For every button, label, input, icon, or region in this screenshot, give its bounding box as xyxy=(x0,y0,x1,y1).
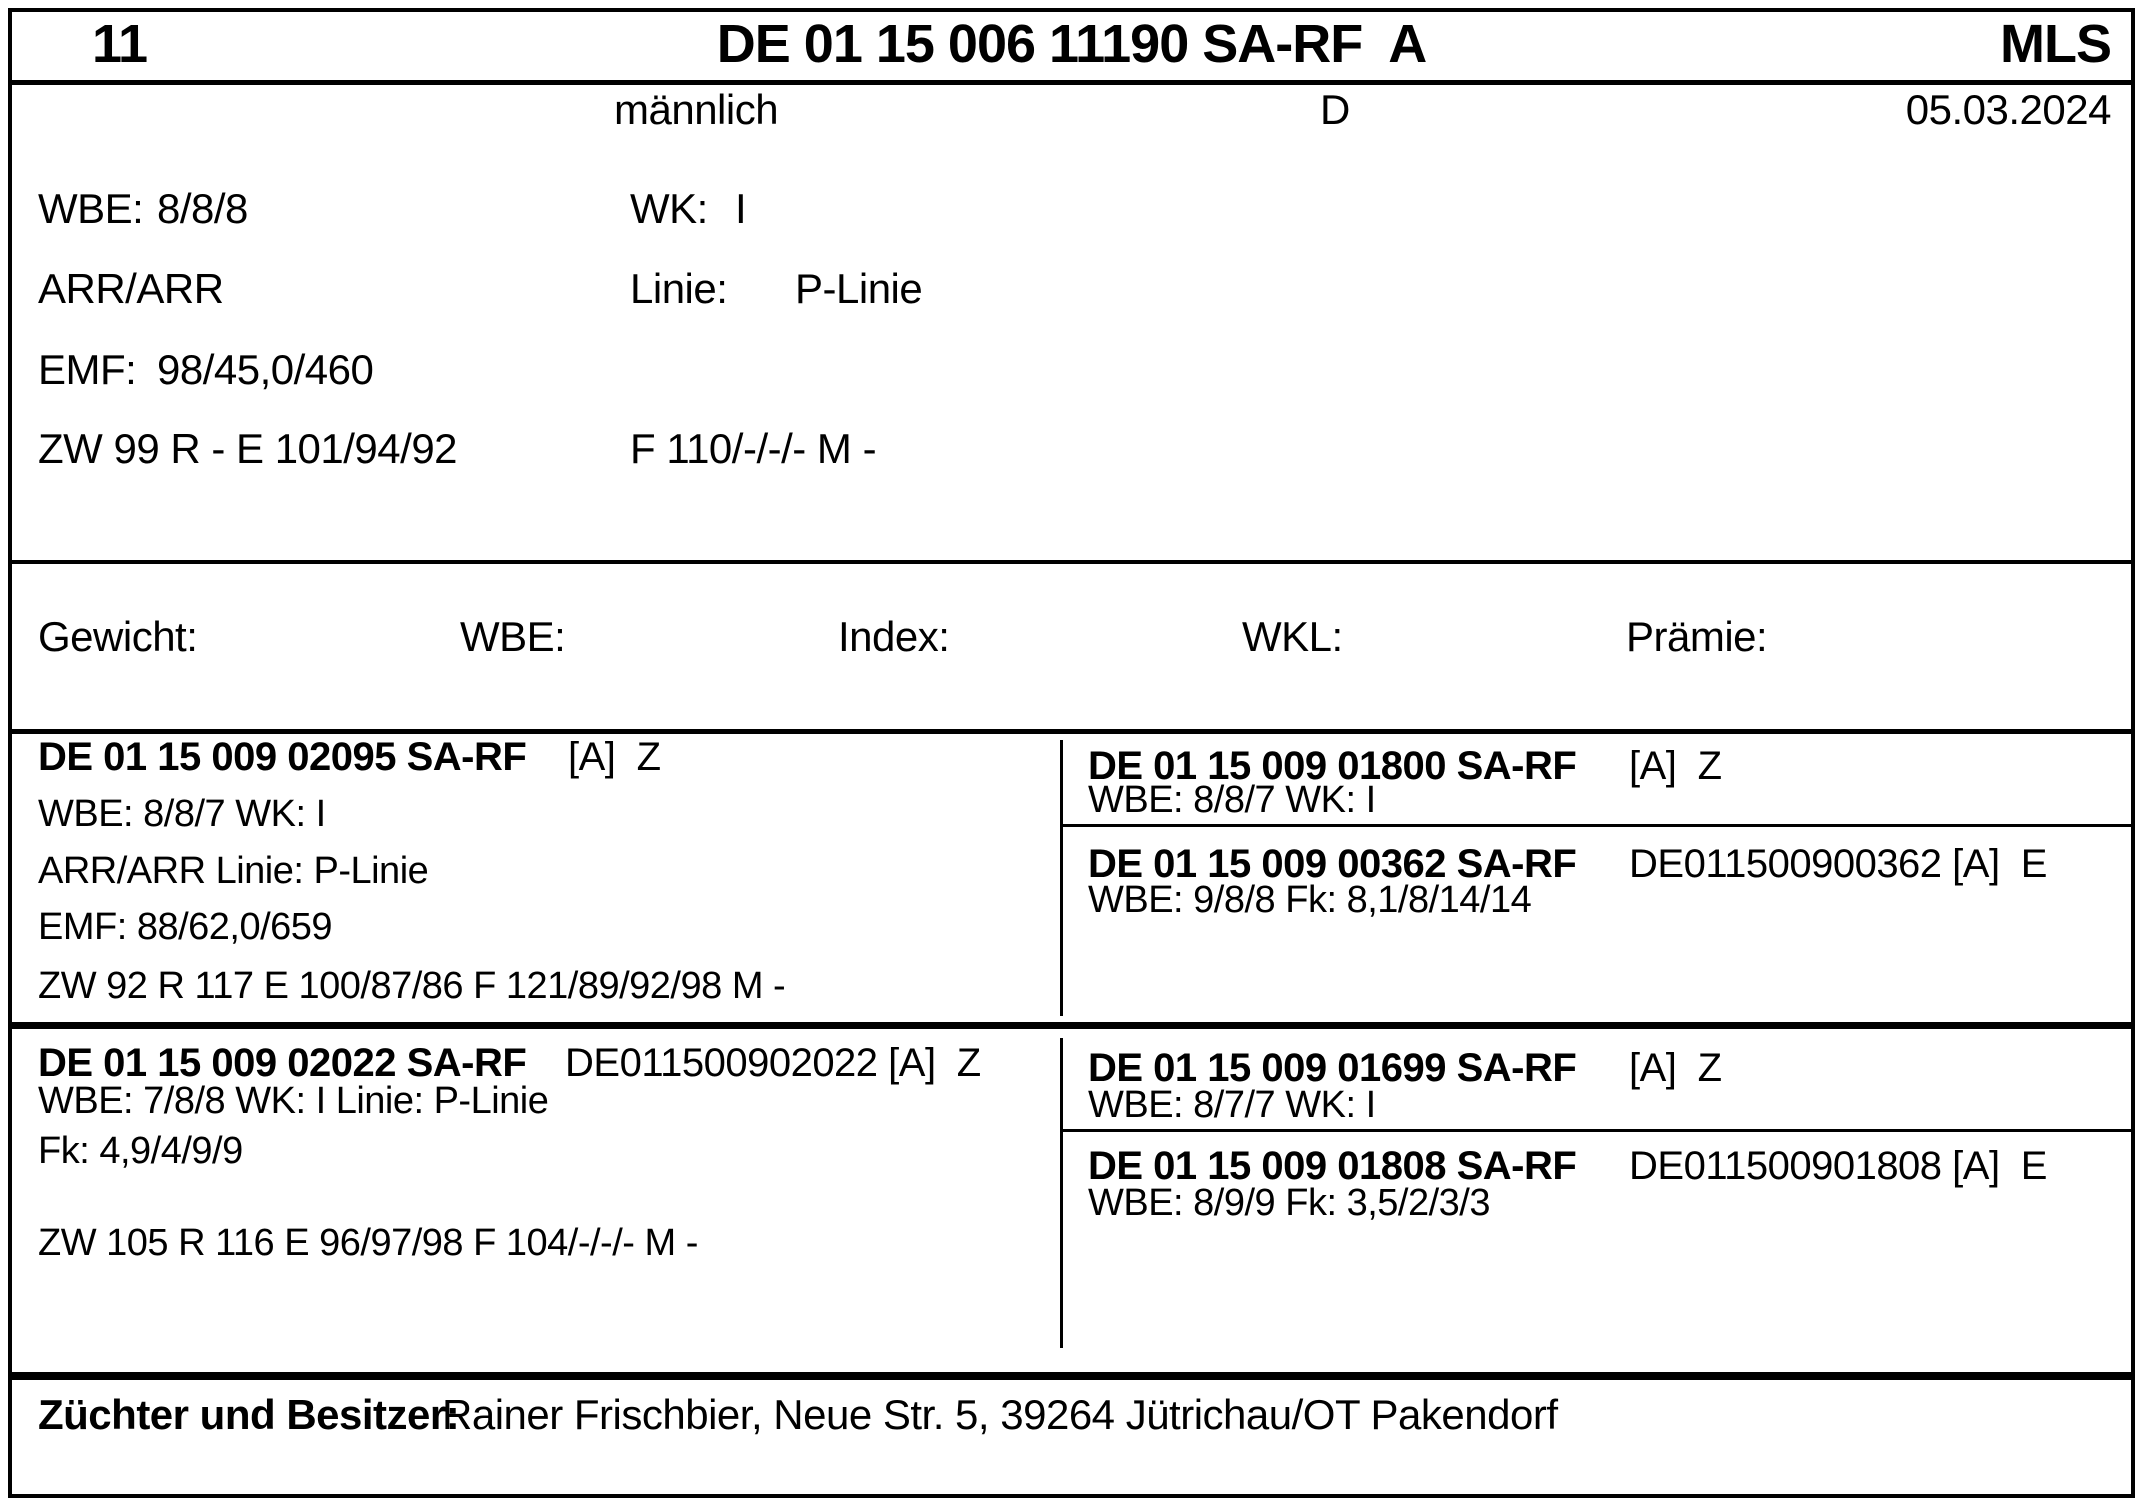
wbe-column-label: WBE: xyxy=(460,613,566,660)
index-label: Index: xyxy=(838,613,950,660)
emf-value: 98/45,0/460 xyxy=(157,346,374,393)
emf-label: EMF: xyxy=(38,346,137,393)
section-divider-2 xyxy=(10,729,2133,734)
breeder-owner-value: Rainer Frischbier, Neue Str. 5, 39264 Jütrichau/OT Pakendorf xyxy=(442,1391,1558,1438)
dam-fk-line: Fk: 4,9/4/9/9 xyxy=(38,1130,243,1172)
sire-genotype-line: ARR/ARR Linie: P-Linie xyxy=(38,850,429,892)
dam-dam-wbe-line: WBE: 8/9/9 Fk: 3,5/2/3/3 xyxy=(1088,1182,1490,1224)
dam-zw-line: ZW 105 R 116 E 96/97/98 F 104/-/-/- M - xyxy=(38,1222,698,1264)
praemie-label: Prämie: xyxy=(1626,613,1768,660)
sire-sire-wbe-line: WBE: 8/8/7 WK: I xyxy=(1088,779,1376,821)
gewicht-label: Gewicht: xyxy=(38,613,198,660)
pedigree-column-divider-bottom xyxy=(1060,1038,1063,1348)
wkl-label: WKL: xyxy=(1242,613,1343,660)
linie-label: Linie: xyxy=(630,265,728,312)
breeder-owner-label: Züchter und Besitzer: xyxy=(38,1391,460,1438)
sire-sire-id: DE 01 15 009 01800 SA-RF xyxy=(1088,744,1577,788)
sire-dam-wbe-line: WBE: 9/8/8 Fk: 8,1/8/14/14 xyxy=(1088,879,1532,921)
linie-value: P-Linie xyxy=(795,265,923,312)
dam-tags: DE011500902022 [A] Z xyxy=(565,1041,981,1085)
breed-code: MLS xyxy=(2000,14,2111,74)
dam-sire-tags: [A] Z xyxy=(1629,1046,1722,1090)
sire-subcell-divider xyxy=(1063,824,2131,827)
sire-dam-tags: DE011500900362 [A] E xyxy=(1629,842,2047,886)
dam-wbe-line: WBE: 7/8/8 WK: I Linie: P-Linie xyxy=(38,1080,549,1122)
sire-tags: [A] Z xyxy=(568,735,661,779)
sire-zw-line: ZW 92 R 117 E 100/87/86 F 121/89/92/98 M - xyxy=(38,965,786,1007)
header-divider xyxy=(10,80,2133,85)
section-divider-1 xyxy=(10,560,2133,564)
wk-label: WK: xyxy=(630,185,708,232)
sire-sire-tags: [A] Z xyxy=(1629,744,1722,788)
sire-dam-id: DE 01 15 009 00362 SA-RF xyxy=(1088,842,1577,886)
dam-dam-id: DE 01 15 009 01808 SA-RF xyxy=(1088,1144,1577,1188)
pedigree-row-divider xyxy=(10,1022,2133,1029)
sire-id: DE 01 15 009 02095 SA-RF xyxy=(38,735,527,779)
birth-date: 05.03.2024 xyxy=(1905,86,2111,133)
dam-dam-tags: DE011500901808 [A] E xyxy=(1629,1144,2047,1188)
country-code: D xyxy=(1320,86,1350,133)
sire-emf-line: EMF: 88/62,0/659 xyxy=(38,906,333,948)
animal-id-title: DE 01 15 006 11190 SA-RF A xyxy=(716,14,1427,74)
dam-subcell-divider xyxy=(1063,1129,2131,1132)
dam-sire-wbe-line: WBE: 8/7/7 WK: I xyxy=(1088,1084,1376,1126)
dam-id: DE 01 15 009 02022 SA-RF xyxy=(38,1041,527,1085)
footer-divider xyxy=(10,1372,2133,1380)
pedigree-column-divider-top xyxy=(1060,740,1063,1016)
sire-wbe-line: WBE: 8/8/7 WK: I xyxy=(38,793,326,835)
wbe-label: WBE: xyxy=(38,185,144,232)
wk-value: I xyxy=(735,185,747,232)
zw-breeding-values-left: ZW 99 R - E 101/94/92 xyxy=(38,425,458,472)
dam-sire-id: DE 01 15 009 01699 SA-RF xyxy=(1088,1046,1577,1090)
wbe-value: 8/8/8 xyxy=(157,185,248,232)
sex-value: männlich xyxy=(614,86,779,133)
catalog-number: 11 xyxy=(92,14,148,74)
zw-breeding-values-right: F 110/-/-/- M - xyxy=(630,425,877,472)
genotype-value: ARR/ARR xyxy=(38,265,224,312)
